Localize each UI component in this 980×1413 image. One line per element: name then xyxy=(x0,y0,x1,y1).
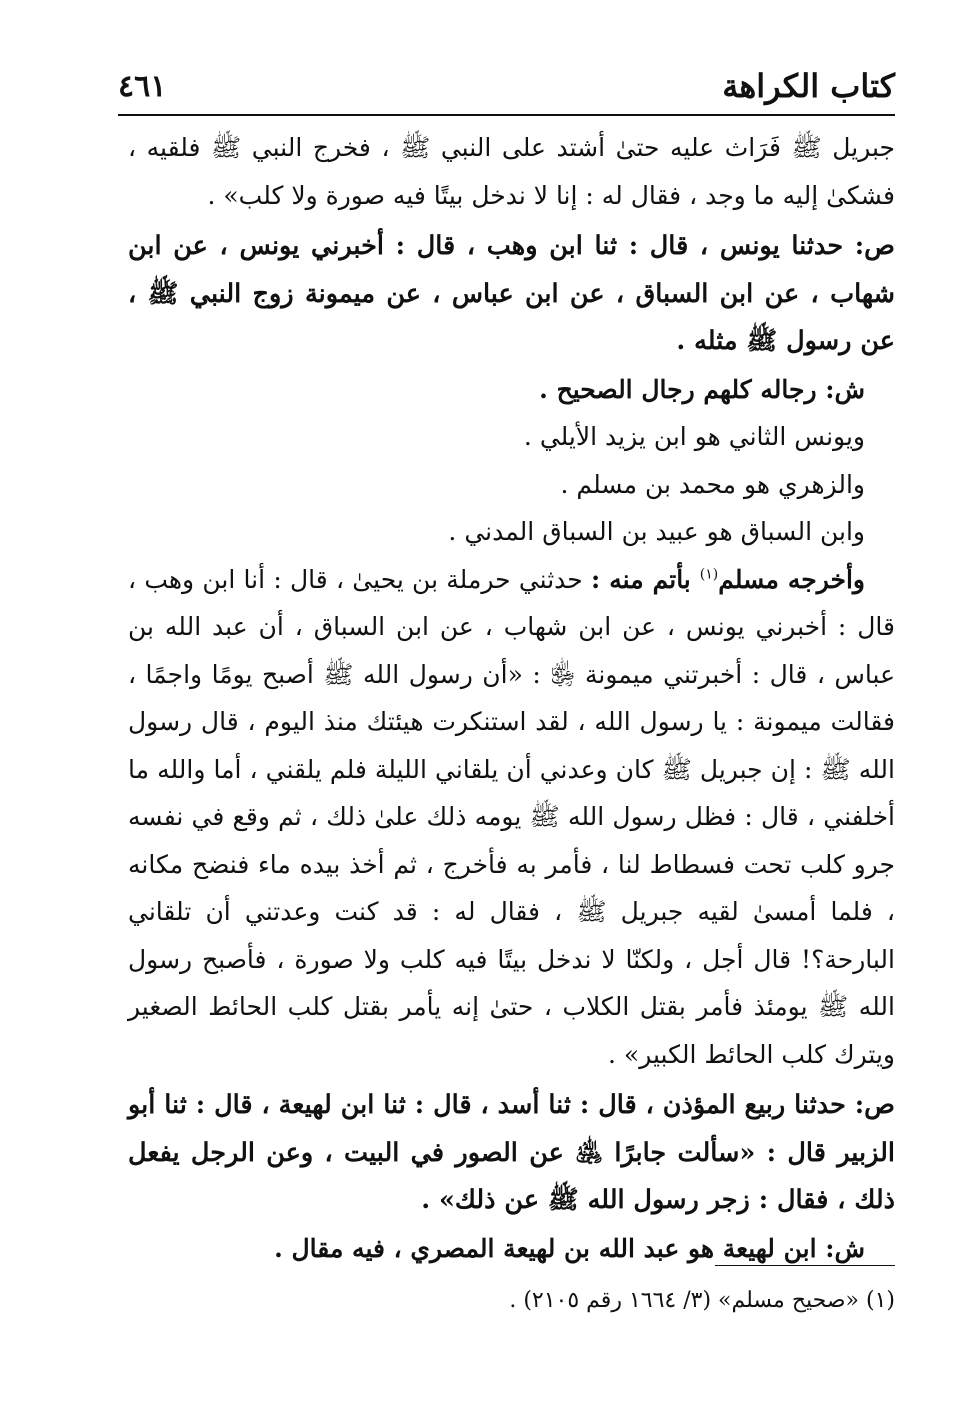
hadith-text: حدثني حرملة بن يحيىٰ ، قال : أنا ابن وهب ، قال : أخبرني يونس ، عن ابن شهاب ، عن ابن السباق ، أن عبد الله بن عباس ، قال : أخبرتني ميمونة ﵂ : «أن رسول الله ﷺ أصبح يومًا واجمًا ، فقالت ميمونة : يا رسول الله ، لقد استنكرت هيئتك منذ اليوم ، قال رسول الله ﷺ : إن جبريل ﷺ كان وعدني أن يلقاني الليلة فلم يلقني ، أما والله ما أخلفني ، قال : فظل رسول الله ﷺ يومه ذلك علىٰ ذلك ، ثم وقع في نفسه جرو كلب تحت فسطاط لنا ، فأمر به فأخرج ، ثم أخذ بيده ماء فنضح مكانه ، فلما أمسىٰ لقيه جبريل ﷺ ، فقال له : قد كنت وعدتني أن تلقاني البارحة؟! قال أجل ، ولكنّا لا ندخل بيتًا فيه كلب ولا صورة ، فأصبح رسول الله ﷺ يومئذ فأمر بقتل الكلاب ، حتىٰ إنه يأمر بقتل كلب الحائط الصغير ويترك كلب الحائط الكبير» . xyxy=(128,564,895,1069)
commentary-note: وابن السباق هو عبيد بن السباق المدني . xyxy=(448,517,865,546)
continued-hadith-text: جبريل ﷺ فَرَاث عليه حتىٰ أشتد على النبي ﷺ ، فخرج النبي ﷺ فلقيه ، فشكىٰ إليه ما وجد ، فقال له : إنا لا ندخل بيتًا فيه صورة ولا كلب» . xyxy=(128,133,895,210)
page-body xyxy=(128,124,895,1272)
commentary-note: ويونس الثاني هو ابن يزيد الأيلي . xyxy=(523,422,865,451)
commentary-heading: ش: رجاله كلهم رجال الصحيح . xyxy=(539,374,865,404)
commentary-note: والزهري هو محمد بن مسلم . xyxy=(560,469,865,499)
chain-of-narration: ص: حدثنا يونس ، قال : ثنا ابن وهب ، قال : أخبرني يونس ، عن ابن شهاب ، عن ابن السباق ، عن ابن عباس ، عن ميمونة زوج النبي ﷺ ، عن رسول ﷺ مثله . xyxy=(128,231,895,356)
page-number: ٤٦١ xyxy=(118,68,167,104)
hadith-quotation xyxy=(128,556,895,1079)
chain-of-narration: ص: حدثنا ربيع المؤذن ، قال : ثنا أسد ، قال : ثنا ابن لهيعة ، قال : ثنا أبو الزبير قال : «سألت جابرًا ﵁ عن الصور في البيت ، وعن الرجل يفعل ذلك ، فقال : زجر رسول الله ﷺ عن ذلك» . xyxy=(128,1090,895,1215)
page-header xyxy=(118,58,895,116)
chapter-title: كتاب الكراهة xyxy=(722,67,895,105)
source-lead-continued: بأتم منه : xyxy=(591,564,700,594)
source-lead: وأخرجه مسلم xyxy=(718,564,865,594)
footnote-marker: (١) xyxy=(699,566,719,583)
footnote-separator xyxy=(715,1265,895,1266)
commentary-heading: ش: ابن لهيعة هو عبد الله بن لهيعة المصري ، فيه مقال . xyxy=(274,1233,865,1263)
footnote: (١) «صحيح مسلم» (٣/ ١٦٦٤ رقم ٢١٠٥) . xyxy=(509,1288,895,1313)
